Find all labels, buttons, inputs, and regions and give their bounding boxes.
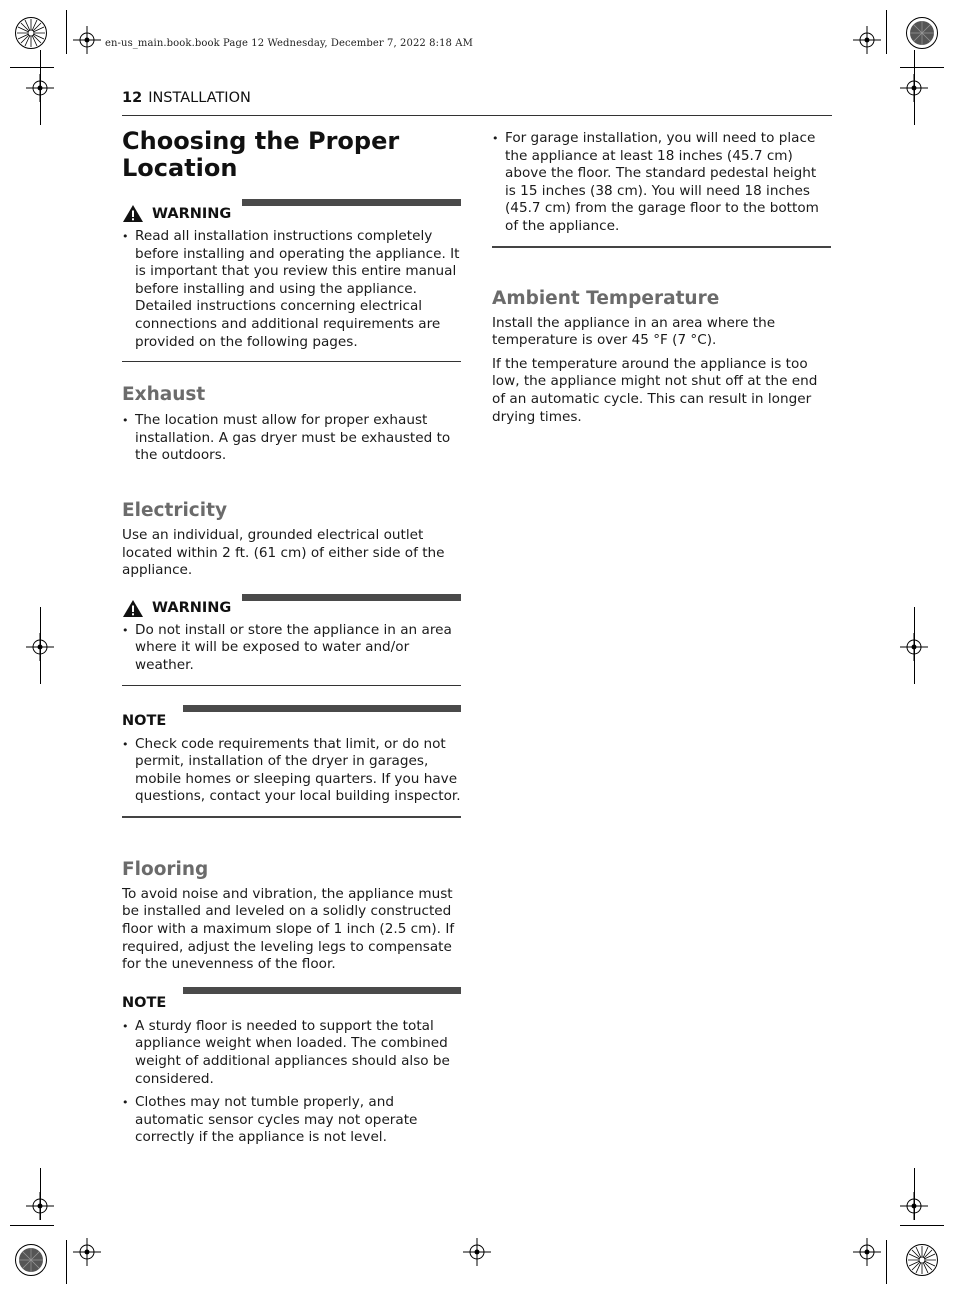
list-item: • Do not install or store the appliance in an area where it will be exposed to water and/or weather. [122, 622, 461, 675]
box-bottom-rule [122, 361, 461, 362]
section-heading-exhaust: Exhaust [122, 384, 206, 406]
page-number: 12 [122, 90, 143, 106]
trim-line [66, 10, 67, 54]
trim-line [40, 50, 41, 125]
warning-header [122, 594, 461, 620]
header-rule [122, 115, 832, 116]
trim-line [900, 1225, 944, 1226]
trim-line [10, 1225, 54, 1226]
running-head [122, 90, 251, 106]
trim-line [914, 50, 915, 125]
warning-triangle-icon [122, 204, 144, 223]
print-slug: en-us_main.book.book Page 12 Wednesday, December 7, 2022 8:18 AM [105, 38, 473, 49]
registration-target-icon [905, 16, 939, 50]
trim-line [40, 1168, 41, 1220]
note-bar [183, 705, 461, 712]
registration-starburst-icon [14, 16, 48, 50]
crosshair-mark-icon [853, 26, 881, 54]
warning-box [122, 199, 461, 362]
list-item: • The location must allow for proper exhaust installation. A gas dryer must be exhausted to the outdoors. [122, 412, 461, 465]
box-bottom-rule [492, 246, 831, 248]
list-item: • For garage installation, you will need to place the appliance at least 18 inches (45.7 cm) above the floor. The standard pedestal height is 15 inches (38 cm). You will need 18 inches (45.7 cm) from the garage floor to the bottom of the appliance. [492, 130, 831, 236]
trim-line [66, 1240, 67, 1284]
trim-line [886, 10, 887, 54]
crosshair-mark-icon [73, 26, 101, 54]
note-continuation [492, 130, 831, 248]
warning-bar [242, 199, 461, 206]
note-box [122, 705, 461, 818]
note-label: NOTE [122, 712, 167, 729]
warning-triangle-icon [122, 599, 144, 618]
section-heading-flooring: Flooring [122, 858, 209, 880]
box-bottom-rule [122, 685, 461, 686]
list-item: • Check code requirements that limit, or do not permit, installation of the dryer in garages, mobile homes or sleeping quarters. If you have questions, contact your local building inspector. [122, 736, 461, 806]
warning-box [122, 594, 461, 686]
warning-label: WARNING [152, 600, 232, 617]
section-heading-electricity: Electricity [122, 499, 228, 521]
list-item: • Clothes may not tumble properly, and automatic sensor cycles may not operate correctly if the appliance is not level. [122, 1094, 461, 1147]
ambient-paragraph-1: Install the appliance in an area where the temperature is over 45 °F (7 °C). [492, 314, 776, 349]
right-column [492, 130, 831, 426]
trim-line [40, 607, 41, 684]
ambient-paragraph-2: If the temperature around the appliance is too low, the appliance might not shut off at the end of an automatic cycle. This can result in longer drying times. [492, 355, 818, 425]
note-header [122, 987, 461, 1013]
crosshair-mark-icon [853, 1238, 881, 1266]
note-label: NOTE [122, 994, 167, 1011]
warning-label: WARNING [152, 205, 232, 222]
list-item: • Read all installation instructions completely before installing and operating the appliance. It is important that you review this entire manual before installing and using the appliance. Detailed instructions concerning electrical connections and additional requirements are provided on the following pages. [122, 228, 461, 351]
trim-line [900, 67, 944, 68]
trim-line [914, 607, 915, 684]
registration-target-icon [14, 1243, 48, 1277]
note-bar [183, 987, 461, 994]
trim-line [914, 1168, 915, 1220]
registration-starburst-icon [905, 1243, 939, 1277]
box-bottom-rule [122, 816, 461, 818]
page-title: Choosing the Proper Location [122, 127, 400, 182]
flooring-paragraph: To avoid noise and vibration, the appliance must be installed and leveled on a solidly constructed floor with a maximum slope of 1 inch (2.5 cm). If required, adjust the leveling legs to compensate for the unevenness of the floor. [122, 885, 455, 973]
trim-line [10, 67, 54, 68]
list-item: • A sturdy floor is needed to support the total appliance weight when loaded. The combined weight of additional appliances should also be considered. [122, 1018, 461, 1088]
left-column [122, 128, 461, 1147]
trim-line [886, 1240, 887, 1284]
section-title: INSTALLATION [148, 90, 251, 106]
section-heading-ambient-temperature: Ambient Temperature [492, 287, 720, 309]
crosshair-mark-icon [463, 1238, 491, 1266]
electricity-paragraph: Use an individual, grounded electrical outlet located within 2 ft. (61 cm) of either side of the appliance. [122, 526, 445, 579]
note-header [122, 705, 461, 731]
warning-bar [242, 594, 461, 601]
note-box [122, 987, 461, 1147]
warning-header [122, 199, 461, 225]
crosshair-mark-icon [73, 1238, 101, 1266]
